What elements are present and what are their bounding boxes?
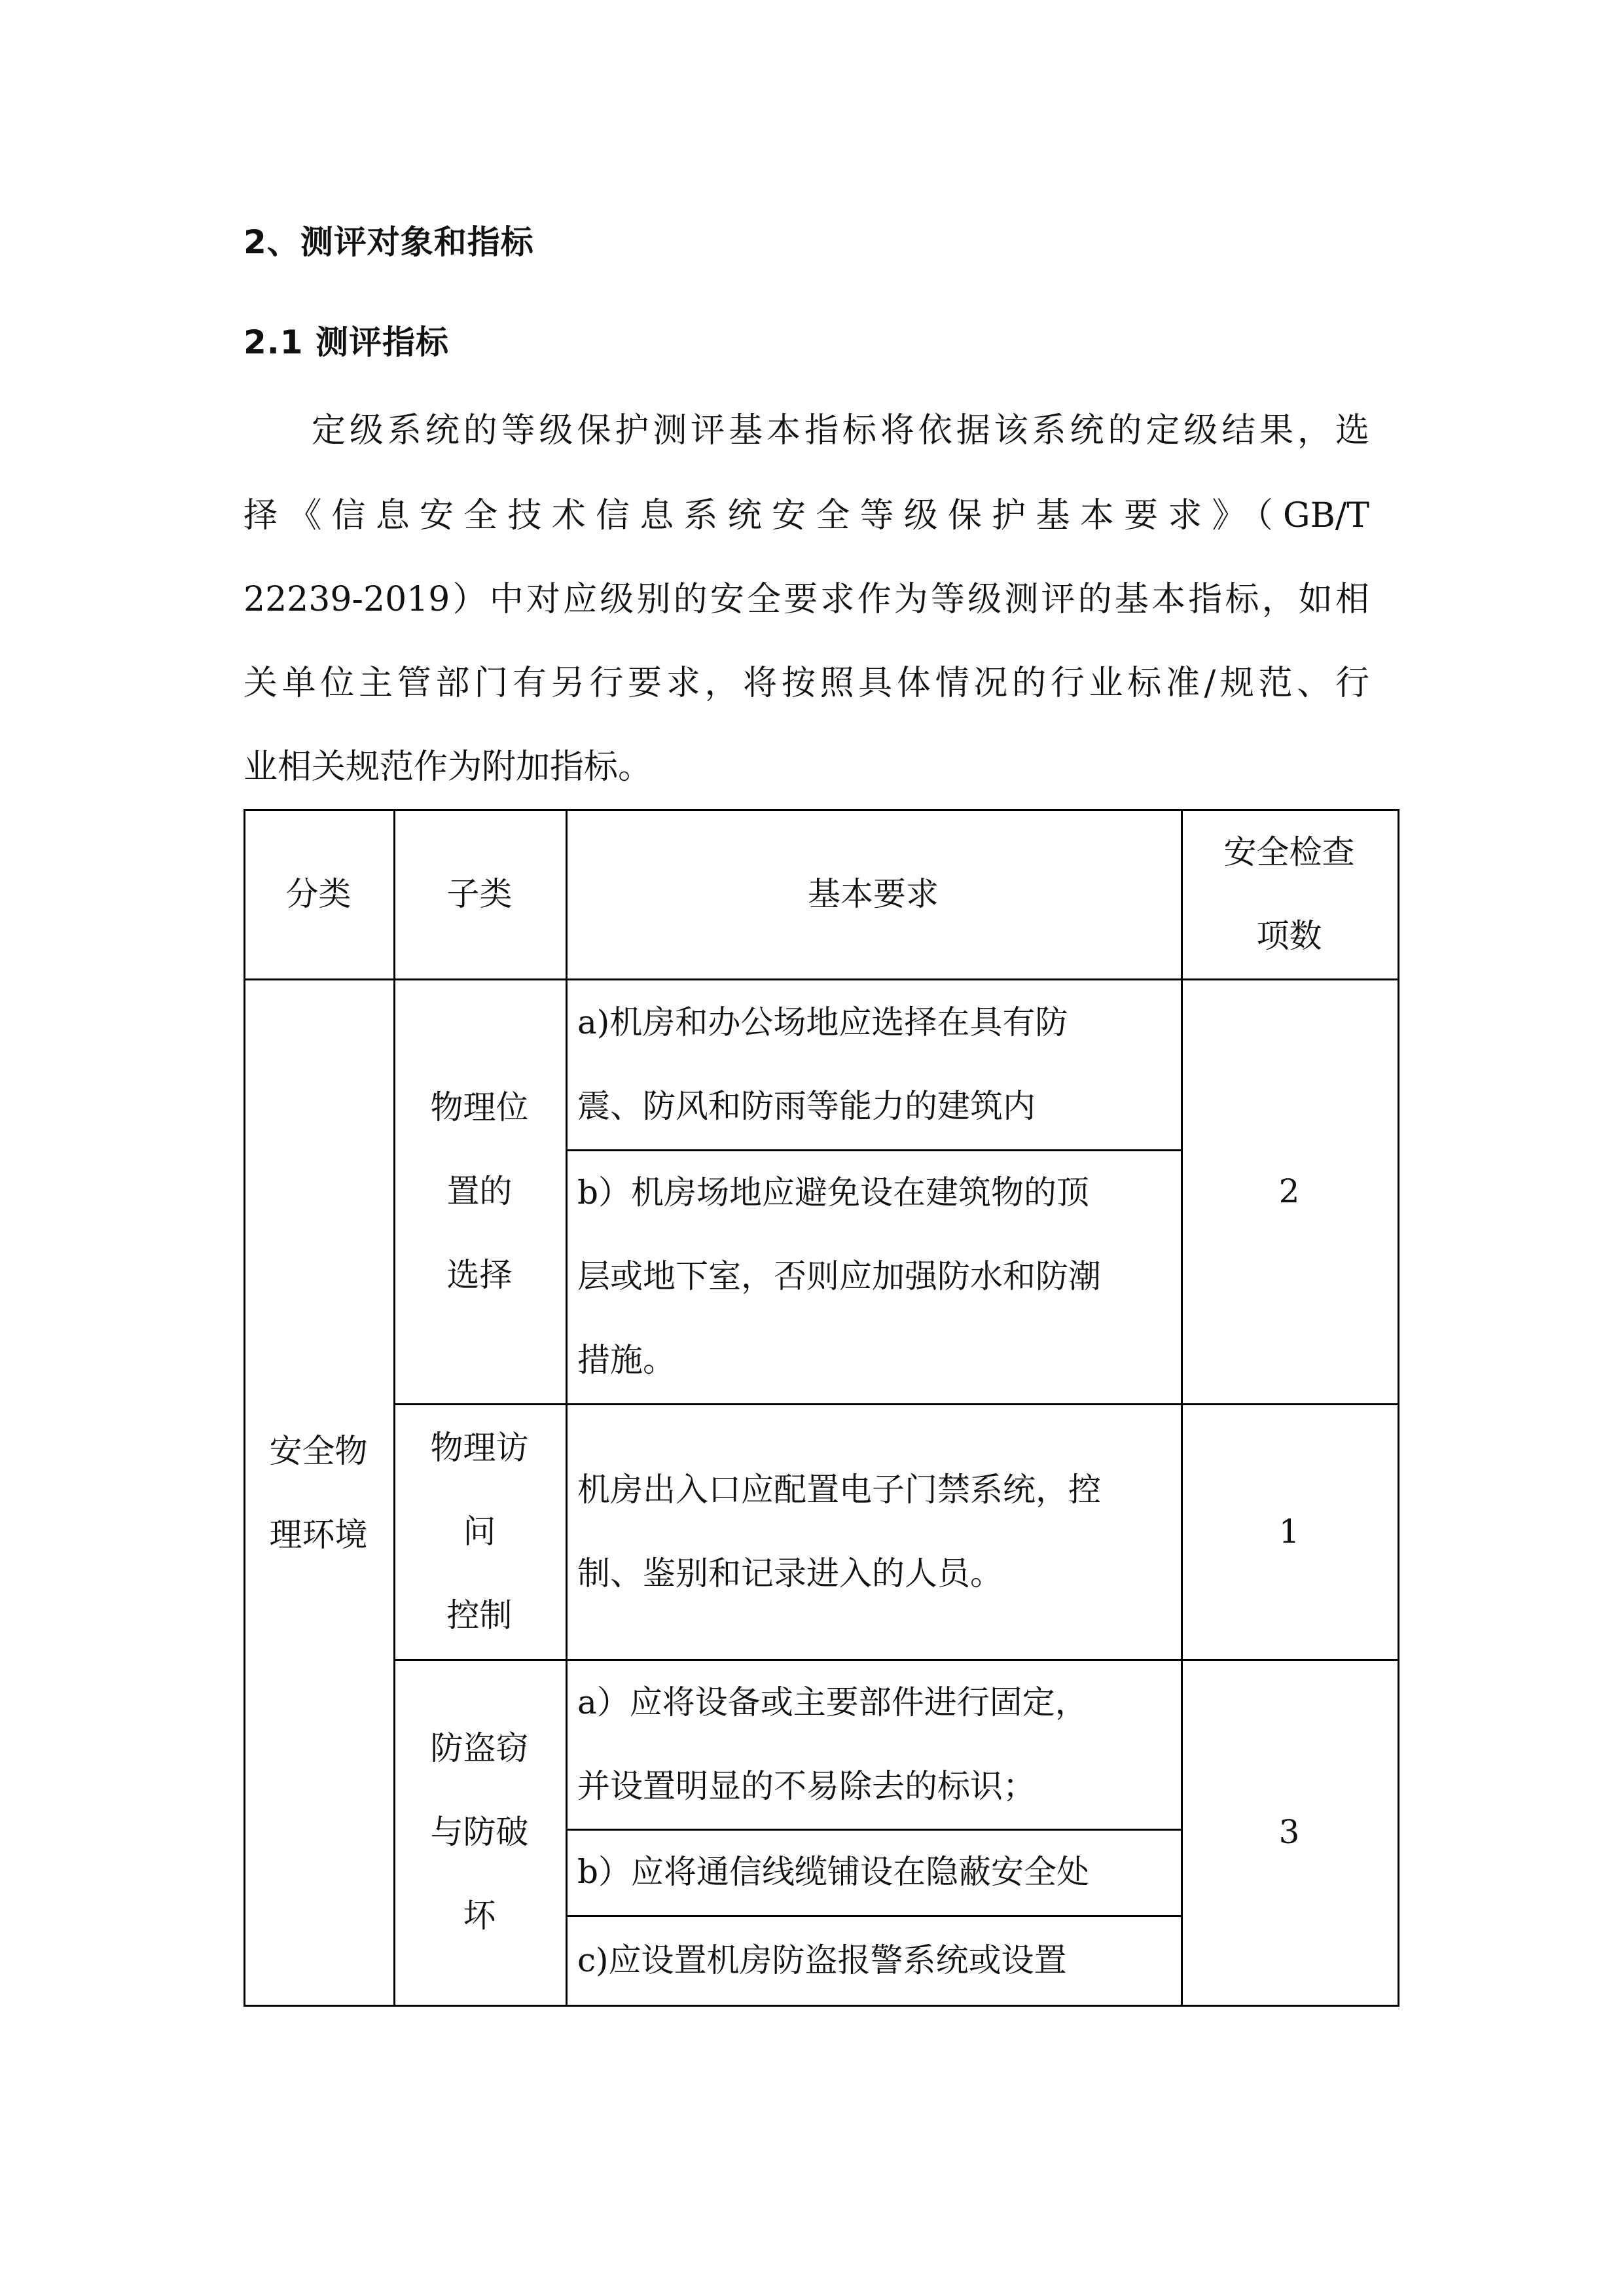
requirements-table — [244, 809, 1399, 2007]
paragraph-line: 择《信息安全技术信息系统安全等级保护基本要求》（GB/T — [244, 496, 1369, 535]
header-subcategory: 子类 — [446, 874, 513, 913]
requirement-cell: a)机房和办公场地应选择在具有防 震、防风和防雨等能力的建筑内 — [577, 1003, 1068, 1125]
subcategory-cell: 物理访 问 控制 — [430, 1428, 529, 1634]
subsection-heading: 2.1 测评指标 — [244, 323, 449, 361]
check-count-cell: 3 — [1278, 1813, 1300, 1851]
requirement-cell: 机房出入口应配置电子门禁系统，控 制、鉴别和记录进入的人员。 — [577, 1470, 1101, 1592]
category-cell: 安全物 理环境 — [269, 1431, 368, 1554]
requirement-cell: c)应设置机房防盗报警系统或设置 — [577, 1941, 1067, 1979]
header-requirement: 基本要求 — [808, 874, 939, 913]
table-border — [1398, 809, 1399, 2007]
requirement-cell: b）机房场地应避免设在建筑物的顶 层或地下室，否则应加强防水和防潮 措施。 — [577, 1174, 1101, 1379]
requirement-cell: b）应将通信线缆铺设在隐蔽安全处 — [577, 1853, 1090, 1891]
header-check-count: 安全检查 项数 — [1223, 833, 1355, 955]
paragraph-line: 业相关规范作为附加指标。 — [244, 747, 653, 787]
check-count-cell: 1 — [1278, 1512, 1300, 1551]
subcategory-cell: 防盗窃 与防破 坏 — [430, 1729, 529, 1935]
paragraph-line: 22239-2019）中对应级别的安全要求作为等级测评的基本指标，如相 — [244, 580, 1369, 619]
requirement-cell: a）应将设备或主要部件进行固定， 并设置明显的不易除去的标识； — [577, 1683, 1088, 1805]
check-count-cell: 2 — [1278, 1172, 1300, 1210]
table-border — [244, 2005, 1399, 2007]
paragraph-line: 定级系统的等级保护测评基本指标将依据该系统的定级结果，选 — [312, 411, 1369, 450]
paragraph-line: 关单位主管部门有另行要求，将按照具体情况的行业标准/规范、行 — [244, 664, 1369, 703]
section-heading: 2、测评对象和指标 — [244, 223, 534, 261]
header-category: 分类 — [285, 874, 352, 913]
subcategory-cell: 物理位 置的 选择 — [430, 1088, 529, 1294]
